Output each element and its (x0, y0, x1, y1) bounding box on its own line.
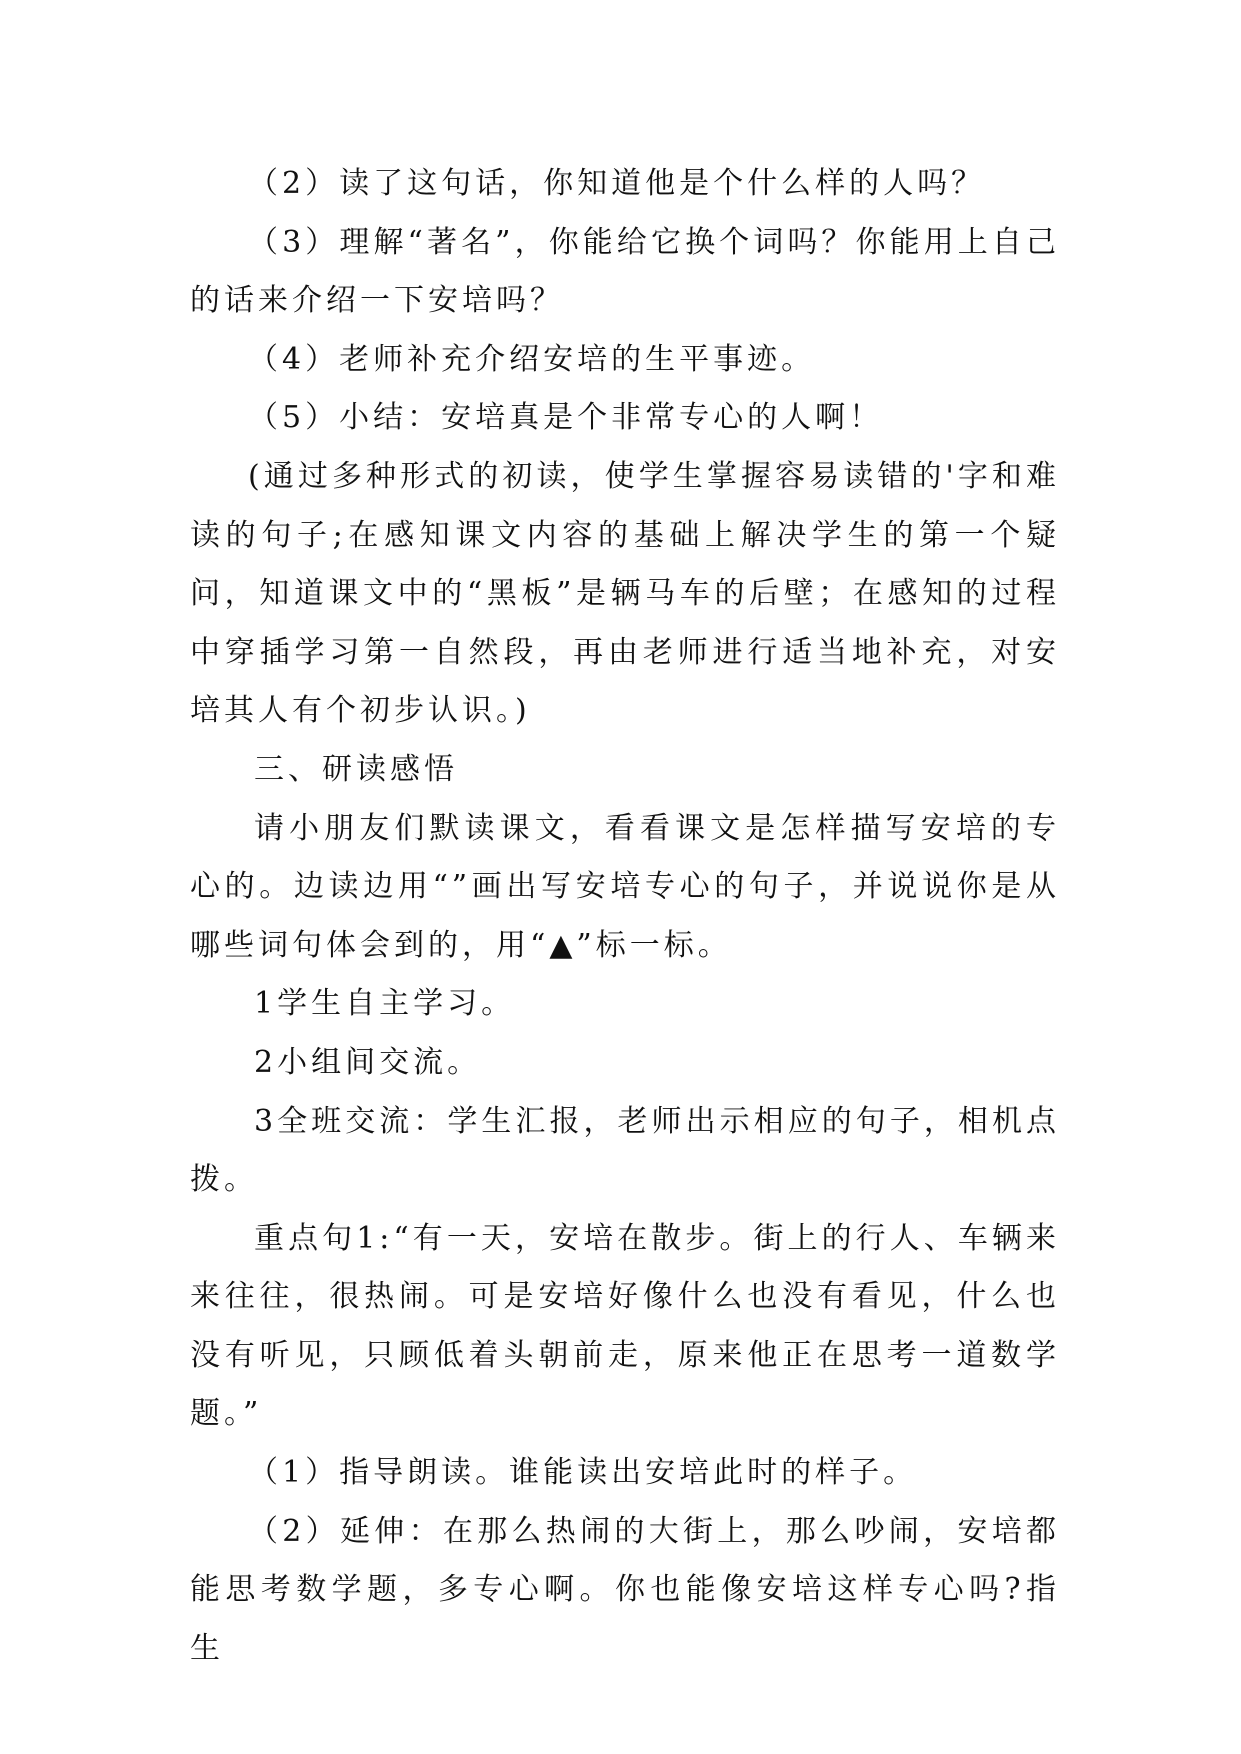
paragraph-step-3: 3全班交流：学生汇报，老师出示相应的句子，相机点拨。 (190, 1103, 1060, 1198)
paragraph-teaching-note: (通过多种形式的初读，使学生掌握容易读错的'字和难读的句子;在感知课文内容的基础上解决学生的第一个疑问，知道课文中的“黑板”是辆马车的后壁；在感知的过程中穿插学习第一自然段，再由老师进行适当地补充，对安培其人有个初步认识。) (190, 458, 1060, 729)
paragraph-guided-reading-1: （1）指导朗读。谁能读出安培此时的样子。 (248, 1455, 918, 1491)
paragraph-step-1: 1学生自主学习。 (254, 986, 516, 1022)
section-heading-study: 三、研读感悟 (254, 751, 458, 787)
paragraph-summary-5: （5）小结：安培真是个非常专心的人啊！ (248, 400, 884, 436)
paragraph-question-2: （2）读了这句话，你知道他是个什么样的人吗？ (248, 166, 986, 201)
paragraph-step-2: 2小组间交流。 (254, 1044, 482, 1080)
paragraph-reading-task: 请小朋友们默读课文，看看课文是怎样描写安培的专心的。边读边用“”画出写安培专心的句子，并说说你是从哪些词句体会到的，用“▲”标一标。 (190, 810, 1060, 963)
paragraph-question-3: （3）理解“著名”，你能给它换个词吗？你能用上自己的话来介绍一下安培吗？ (190, 224, 1060, 319)
paragraph-question-4: （4）老师补充介绍安培的生平事迹。 (248, 341, 816, 377)
document-body (190, 155, 1060, 1678)
paragraph-key-sentence-1: 重点句1:“有一天，安培在散步。街上的行人、车辆来来往往，很热闹。可是安培好像什么也没有看见，什么也没有听见，只顾低着头朝前走，原来他正在思考一道数学题。” (190, 1220, 1060, 1432)
paragraph-extension-2: （2）延伸：在那么热闹的大街上，那么吵闹，安培都能思考数学题，多专心啊。你也能像安培这样专心吗?指生 (190, 1513, 1060, 1666)
